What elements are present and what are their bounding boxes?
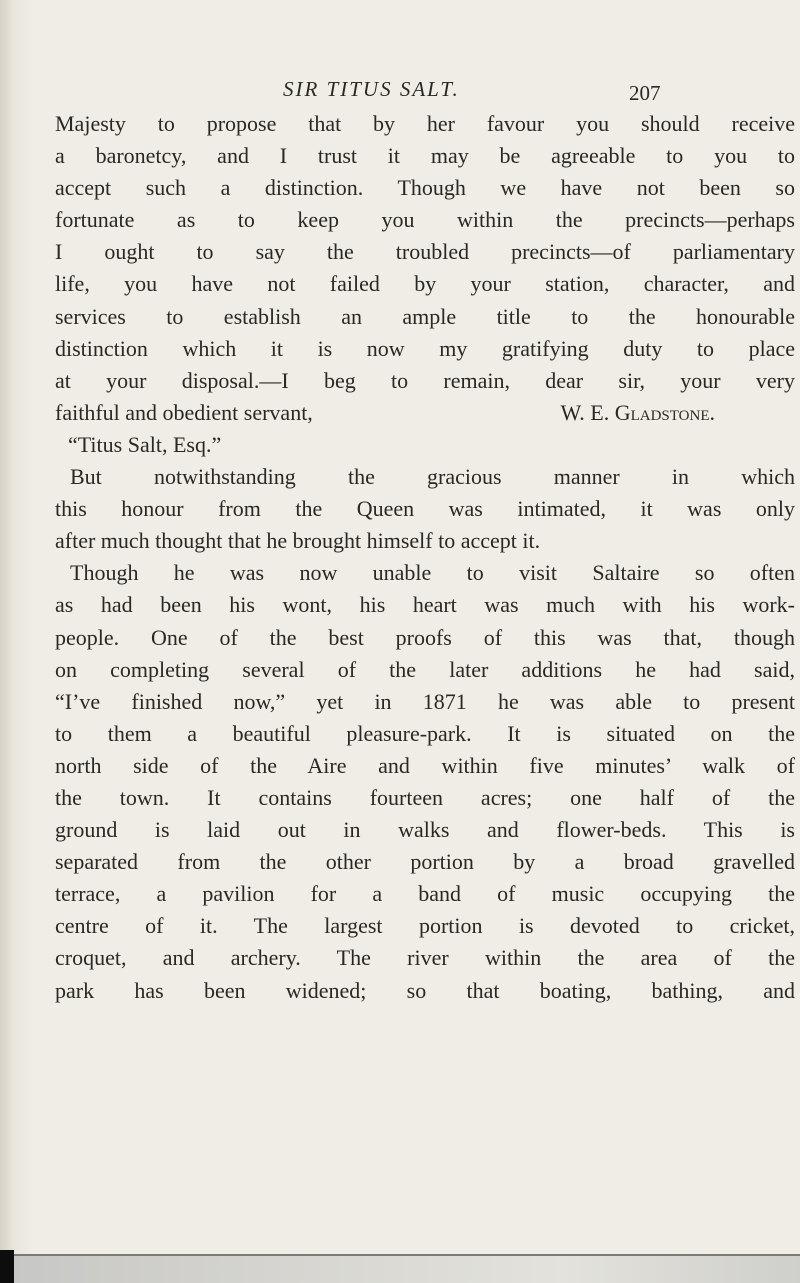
text-line: a baronetcy, and I trust it may be agreeable to you to: [55, 143, 795, 169]
text-line: ground is laid out in walks and flower-beds. This is: [55, 817, 795, 843]
text-line: terrace, a pavilion for a band of music occupying the: [55, 881, 795, 907]
text-line-with-signature: [55, 397, 795, 429]
text-line: the town. It contains fourteen acres; one half of the: [55, 784, 795, 810]
text-line: after much thought that he brought himself to accept it.: [55, 528, 541, 554]
closing-text: faithful and obedient servant,: [55, 399, 313, 425]
text-line: separated from the other portion by a broad gravelled: [55, 849, 795, 875]
text-line: people. One of the best proofs of this was that, though: [55, 624, 795, 650]
text-line: accept such a distinction. Though we have not been so: [55, 175, 795, 201]
text-line: fortunate as to keep you within the precincts—perhaps: [55, 207, 795, 233]
text-line: as had been his wont, his heart was much with his work-: [55, 592, 795, 618]
page-number: 207: [629, 81, 661, 105]
signature: W. E. Gladstone.: [560, 399, 715, 425]
running-head: [0, 76, 800, 110]
text-line: Though he was now unable to visit Saltaire so often: [70, 560, 795, 586]
text-line: park has been widened; so that boating, bathing, and: [55, 977, 795, 1003]
text-line: But notwithstanding the gracious manner in which: [70, 464, 795, 490]
text-line: north side of the Aire and within five minutes’ walk of: [55, 752, 795, 778]
text-line: centre of it. The largest portion is devoted to cricket,: [55, 913, 795, 939]
addressee: “Titus Salt, Esq.”: [68, 431, 222, 457]
text-line: at your disposal.—I beg to remain, dear sir, your very: [55, 367, 795, 393]
running-title: SIR TITUS SALT.: [283, 77, 460, 101]
scan-edge-corner: [0, 1250, 14, 1283]
body-text: [55, 108, 795, 1007]
text-line: Majesty to propose that by her favour you should receive: [55, 111, 795, 136]
text-line: croquet, and archery. The river within the area of the: [55, 945, 795, 971]
text-line: I ought to say the troubled precincts—of parliamentary: [55, 239, 795, 265]
text-line: services to establish an ample title to the honourable: [55, 303, 795, 329]
text-line: life, you have not failed by your station, character, and: [55, 271, 795, 297]
scan-edge: [0, 1240, 800, 1283]
text-line: this honour from the Queen was intimated, it was only: [55, 496, 795, 522]
text-line: to them a beautiful pleasure-park. It is situated on the: [55, 720, 795, 746]
scan-edge-shadow: [14, 1256, 800, 1283]
text-line: “I’ve finished now,” yet in 1871 he was able to present: [55, 688, 795, 714]
text-line: distinction which it is now my gratifying duty to place: [55, 335, 795, 361]
text-line: on completing several of the later additions he had said,: [55, 656, 795, 682]
